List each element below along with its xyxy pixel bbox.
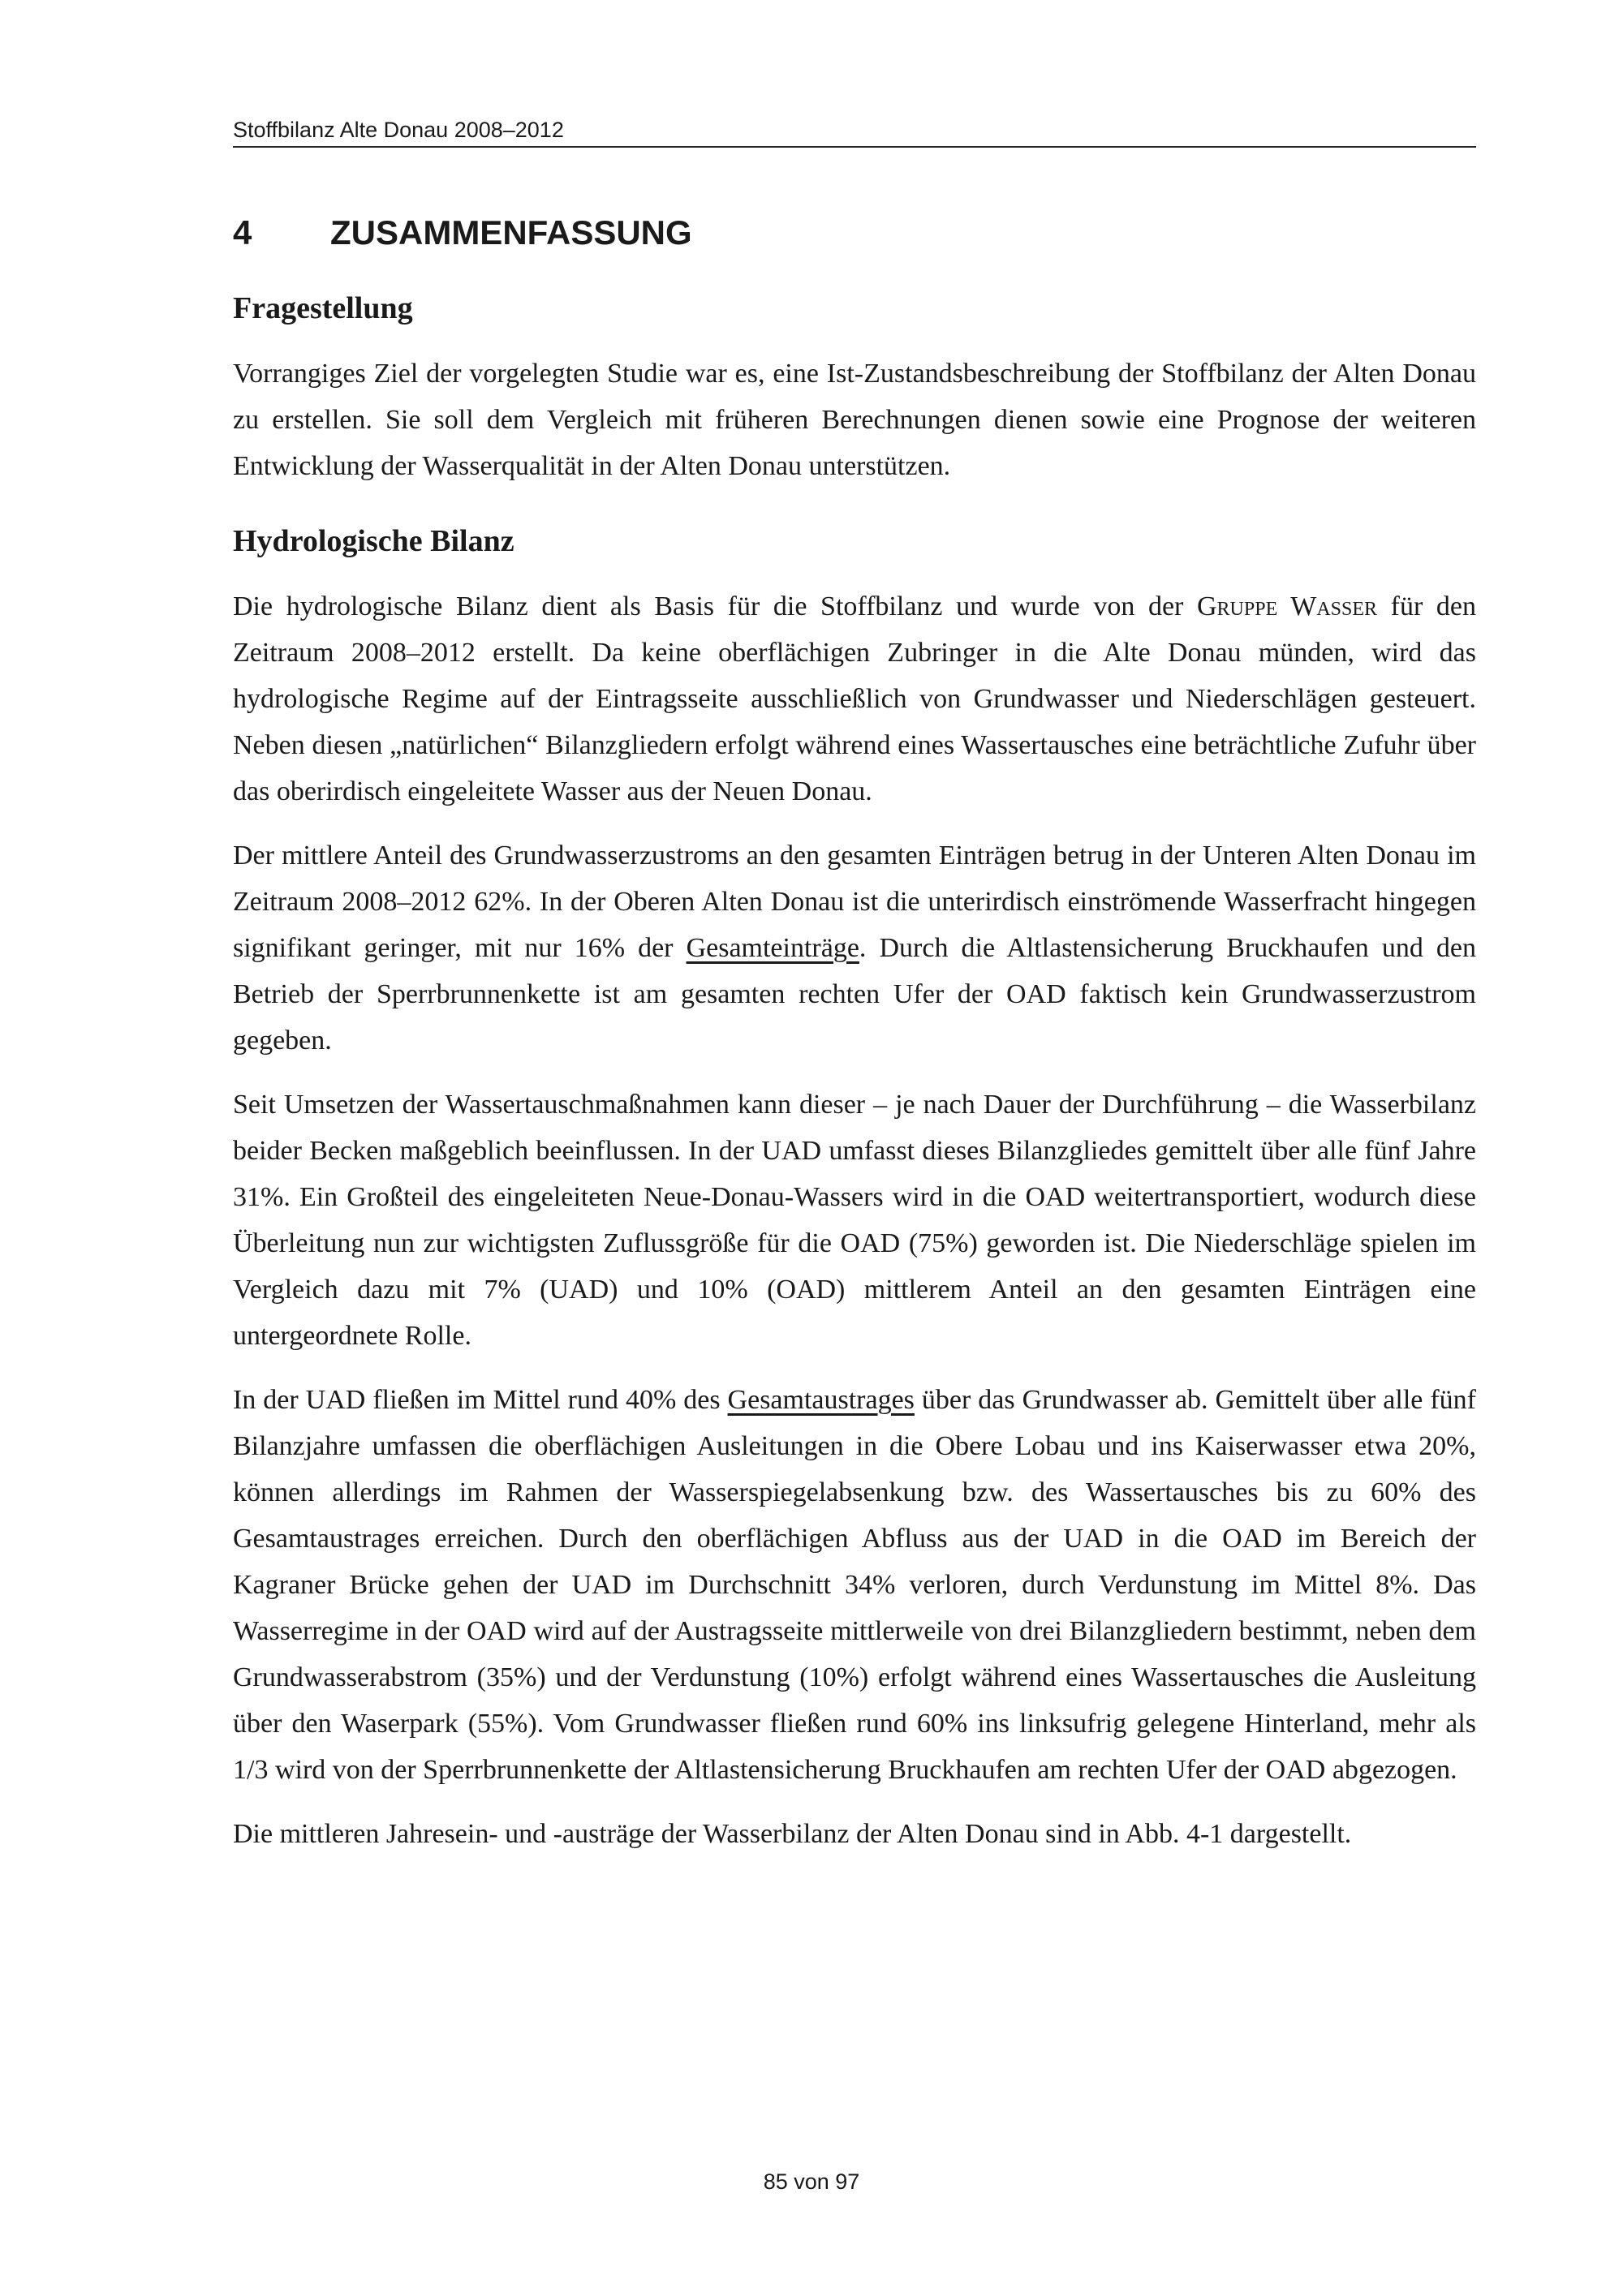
header-divider <box>233 146 1476 148</box>
paragraph: Seit Umsetzen der Wassertauschmaßnahmen kann dieser – je nach Dauer der Durchführung – die Wasserbilanz beider Becken maßgeblich beeinflussen. In der UAD umfasst dieses Bilanzgliedes gemittelt über alle fünf Jahre 31%. Ein Großteil des eingeleiteten Neue-Donau-Wassers wird in die OAD weitertransportiert, wodurch diese Überleitung nun zur wichtigsten Zuflussgröße für die OAD (75%) geworden ist. Die Niederschläge spielen im Vergleich dazu mit 7% (UAD) und 10% (OAD) mittlerem Anteil an den gesamten Einträgen eine untergeordnete Rolle. <box>233 1090 1476 1351</box>
organization-name: Gruppe Wasser <box>1196 591 1378 621</box>
page-number: 85 von 97 <box>763 2169 860 2194</box>
chapter-heading <box>233 213 1476 253</box>
text-run: Die hydrologische Bilanz dient als Basis für die Stoffbilanz und wurde von der <box>233 591 1197 621</box>
text-run: über das Grundwasser ab. Gemittelt über alle fünf Bilanzjahre umfassen die oberflächigen Ausleitungen in die Obere Lobau und ins Kaiserwasser etwa 20%, können allerdings im Rahmen der Wasserspiegelabsenkung bzw. des Wassertausches bis zu 60% des Gesamtaustrages erreichen. Durch den oberflächigen Abfluss aus der UAD in die OAD im Bereich der Kagraner Brücke gehen der UAD im Durchschnitt 34% verloren, durch Verdunstung im Mittel 8%. Das Wasserregime in der OAD wird auf der Austragsseite mittlerweile von drei Bilanzgliedern bestimmt, neben dem Grundwasserabstrom (35%) und der Verdunstung (10%) erfolgt während eines Wassertausches die Ausleitung über den Waserpark (55%). Vom Grundwasser fließen rund 60% ins linksufrig gelegene Hinterland, mehr als 1/3 wird von der Sperrbrunnenkette der Altlastensicherung Bruckhaufen am rechten Ufer der OAD abgezogen. <box>233 1385 1476 1785</box>
section-heading-hydrologische-bilanz: Hydrologische Bilanz <box>233 524 514 558</box>
paragraph: Die mittleren Jahresein- und -austräge der Wasserbilanz der Alten Donau sind in Abb. 4-1 dargestellt. <box>233 1819 1352 1849</box>
running-header: Stoffbilanz Alte Donau 2008–2012 <box>233 118 564 142</box>
paragraph <box>233 1377 1476 1793</box>
underlined-term: Gesamteinträge <box>686 933 859 963</box>
paragraph: Vorrangiges Ziel der vorgelegten Studie war es, eine Ist-Zustandsbeschreibung der Stoffbilanz der Alten Donau zu erstellen. Sie soll dem Vergleich mit früheren Berechnungen dienen sowie eine Prognose der weiteren Entwicklung der Wasserqualität in der Alten Donau unterstützen. <box>233 359 1476 481</box>
chapter-number: 4 <box>233 213 252 252</box>
text-run: . Durch die Altlastensicherung Bruckhaufen und den Betrieb der Sperrbrunnenkette ist am gesamten rechten Ufer der OAD faktisch kein Grundwasserzustrom gegeben. <box>233 933 1476 1056</box>
chapter-title: ZUSAMMENFASSUNG <box>330 213 692 252</box>
section-heading-fragestellung: Fragestellung <box>233 291 413 325</box>
paragraph <box>233 832 1476 1064</box>
paragraph <box>233 583 1476 815</box>
text-run: Der mittlere Anteil des Grundwasserzustroms an den gesamten Einträgen betrug in der Unteren Alten Donau im Zeitraum 2008–2012 62%. In der Oberen Alten Donau ist die unterirdisch einströmende Wasserfracht hingegen signifikant geringer, mit nur 16% der <box>233 841 1476 963</box>
text-run: für den Zeitraum 2008–2012 erstellt. Da keine oberflächigen Zubringer in die Alte Donau münden, wird das hydrologische Regime auf der Eintragsseite ausschließlich von Grundwasser und Niederschlägen gesteuert. Neben diesen „natürlichen“ Bilanzgliedern erfolgt während eines Wassertausches eine beträchtliche Zufuhr über das oberirdisch eingeleitete Wasser aus der Neuen Donau. <box>233 591 1477 806</box>
underlined-term: Gesamtaustrages <box>727 1385 915 1415</box>
body-text <box>233 286 1476 1875</box>
text-run: In der UAD fließen im Mittel rund 40% des <box>233 1385 728 1415</box>
